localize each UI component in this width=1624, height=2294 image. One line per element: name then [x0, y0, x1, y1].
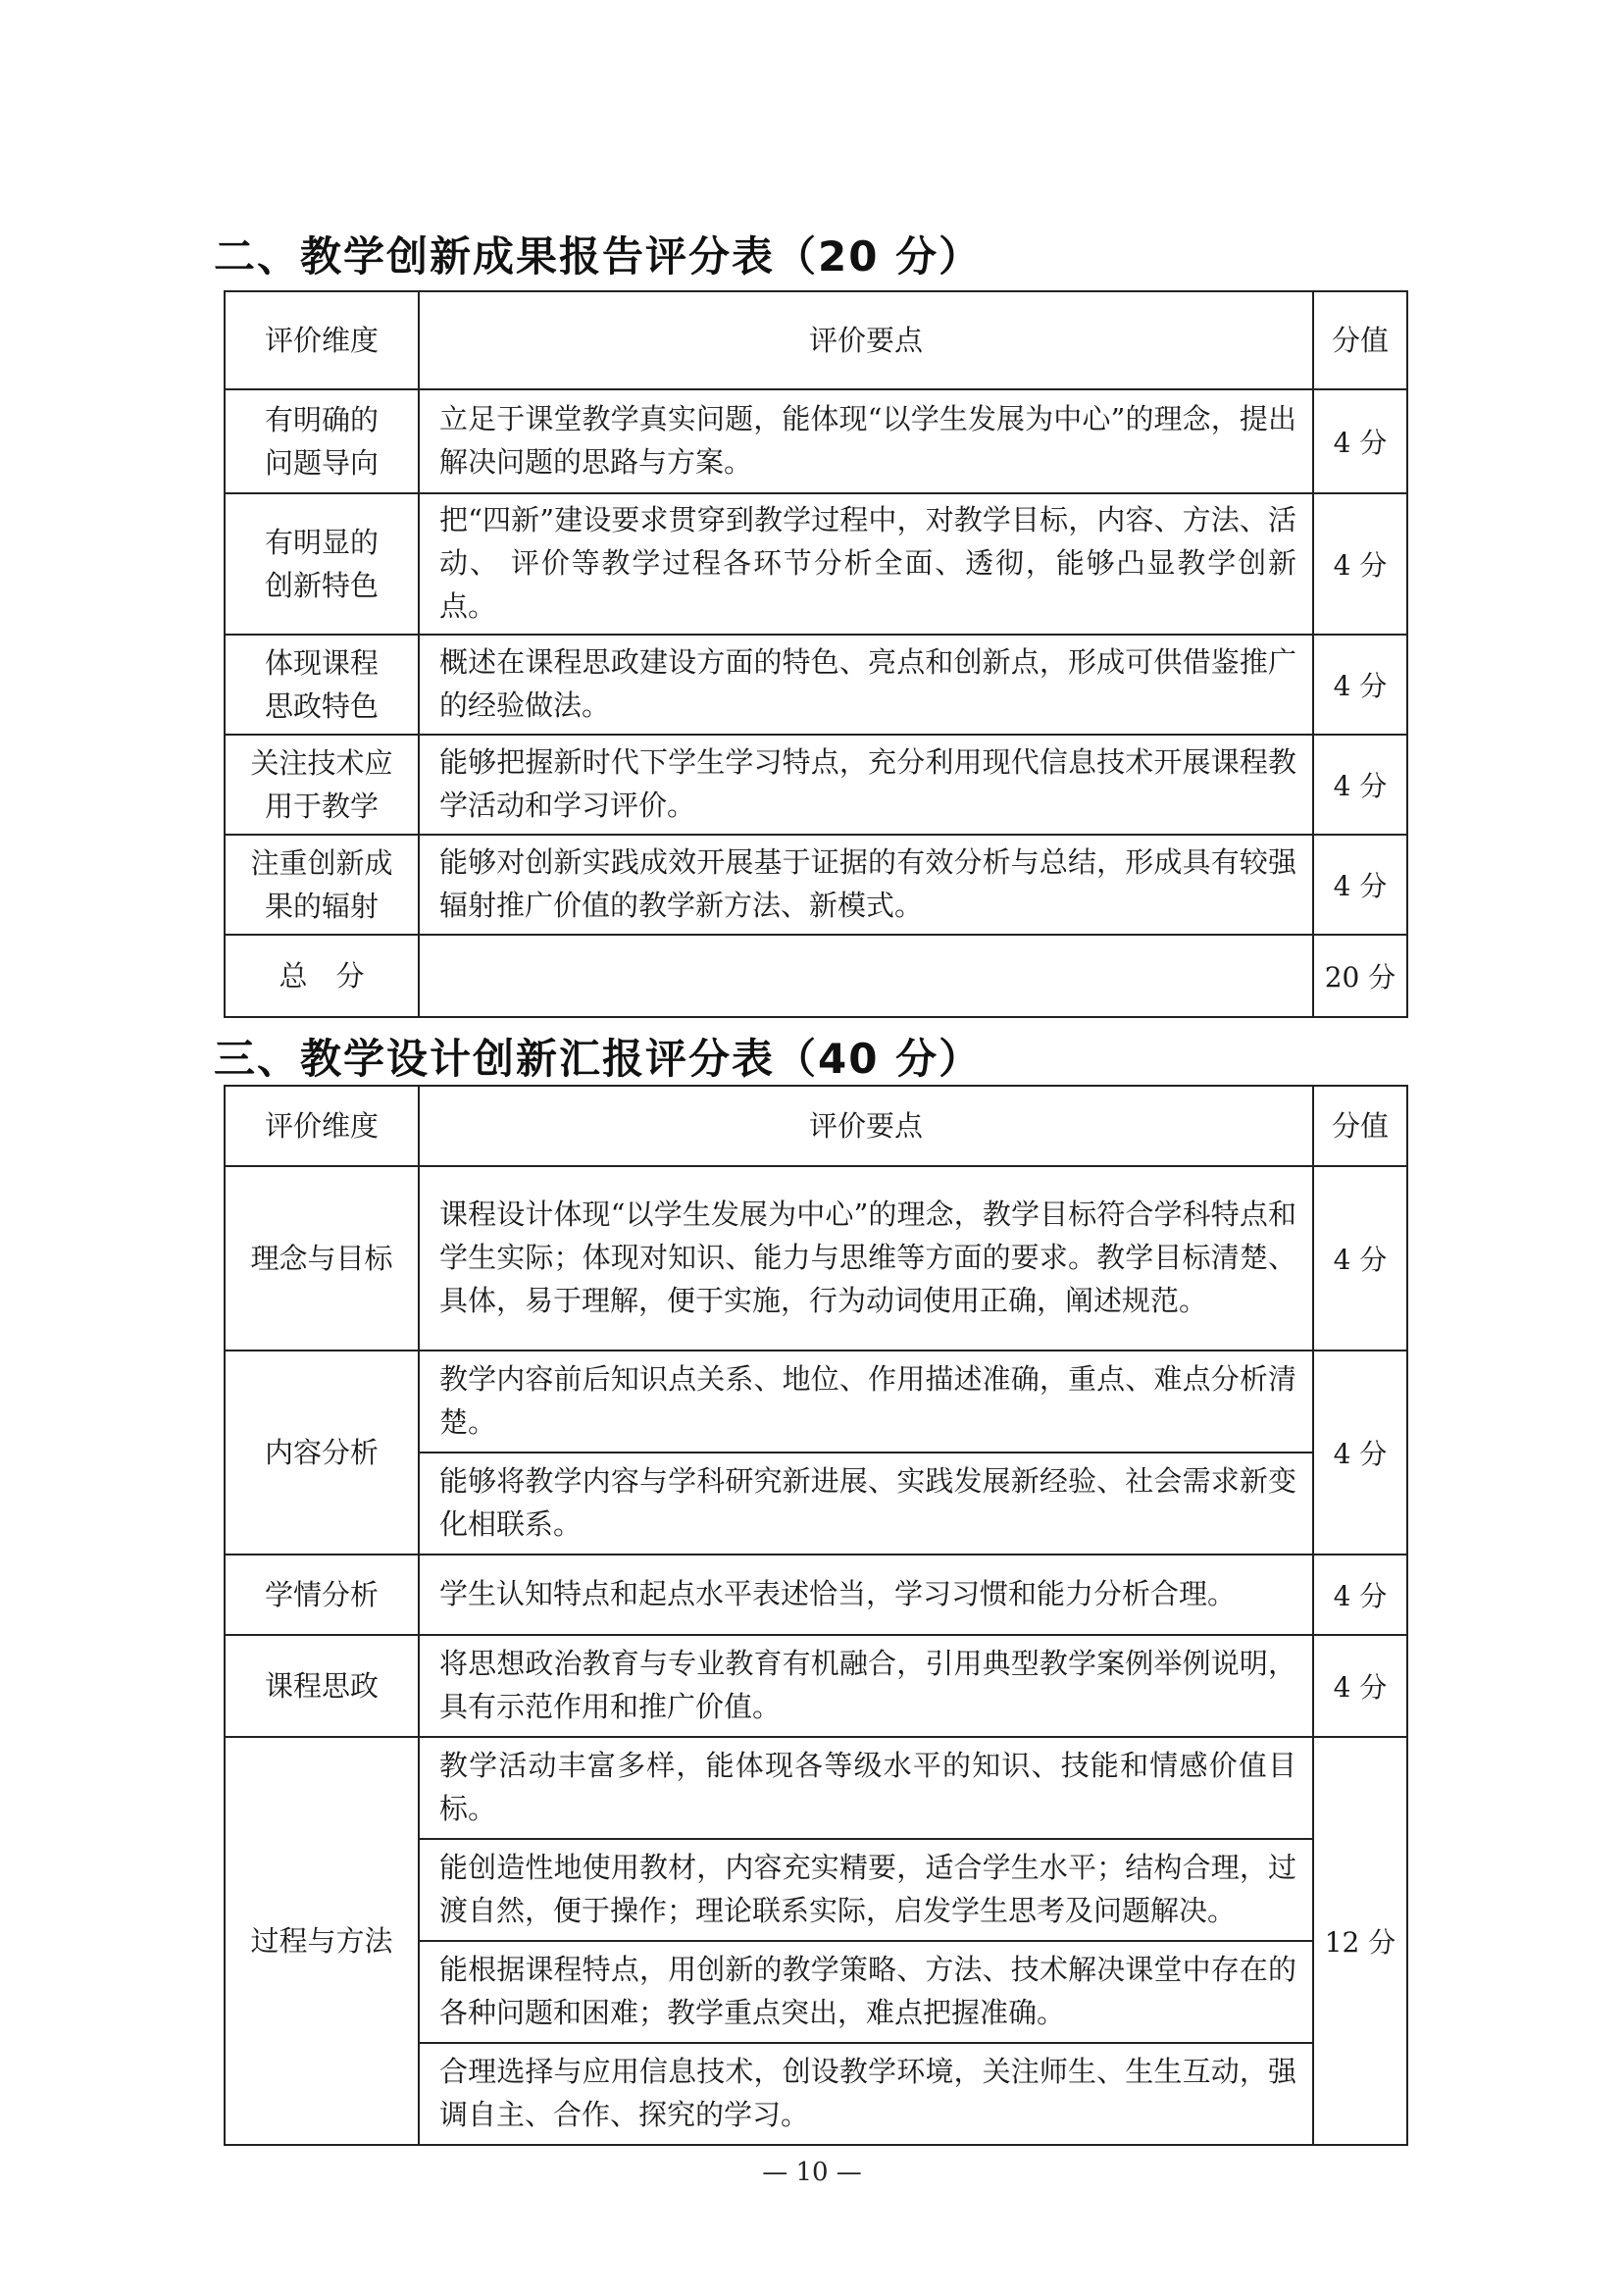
point-item: 合理选择与应用信息技术，创设教学环境，关注师生、生生互动，强调自主、合作、探究的学习。: [420, 2042, 1312, 2144]
dimension-cell: 学情分析: [225, 1555, 419, 1635]
score-cell: 12 分: [1313, 1737, 1407, 2145]
point-item: 将思想政治教育与专业教育有机融合，引用典型教学案例举例说明，具有示范作用和推广价值。: [439, 1647, 1296, 1723]
table-header-row: [225, 291, 1407, 389]
score-cell: 4 分: [1313, 635, 1407, 735]
table-row: [225, 1737, 1407, 2145]
point-item: 课程设计体现“以学生发展为中心”的理念，教学目标符合学科特点和学生实际；体现对知识、能力与思维等方面的要求。教学目标清楚、具体，易于理解，便于实施，行为动词使用正确，阐述规范。: [439, 1198, 1296, 1317]
points-cell: 把“四新”建设要求贯穿到教学过程中，对教学目标，内容、方法、活动、 评价等教学过程各环节分析全面、透彻，能够凸显教学创新点。: [419, 493, 1313, 635]
score-cell: 4 分: [1313, 835, 1407, 935]
points-cell: 能够对创新实践成效开展基于证据的有效分析与总结，形成具有较强辐射推广价值的教学新方法、新模式。: [419, 835, 1313, 935]
dimension-cell: 有明确的问题导向: [225, 389, 419, 493]
header-points: 评价要点: [419, 291, 1313, 389]
point-item: 学生认知特点和起点水平表述恰当，学习习惯和能力分析合理。: [439, 1577, 1237, 1610]
points-cell: [419, 1555, 1313, 1635]
table-row: [225, 389, 1407, 493]
table-header-row: [225, 1086, 1407, 1166]
point-item: 能根据课程特点，用创新的教学策略、方法、技术解决课堂中存在的各种问题和困难；教学重点突出，难点把握准确。: [420, 1940, 1312, 2042]
point-item: 能创造性地使用教材，内容充实精要，适合学生水平；结构合理，过渡自然，便于操作；理论联系实际，启发学生思考及问题解决。: [420, 1838, 1312, 1940]
points-cell: [419, 1351, 1313, 1555]
points-cell: 立足于课堂教学真实问题，能体现“以学生发展为中心”的理念，提出解决问题的思路与方案。: [419, 389, 1313, 493]
table-row: [225, 1166, 1407, 1351]
points-cell: 概述在课程思政建设方面的特色、亮点和创新点，形成可供借鉴推广的经验做法。: [419, 635, 1313, 735]
design-score-table: [224, 1085, 1408, 2146]
header-score: 分值: [1313, 1086, 1407, 1166]
table-row: [225, 835, 1407, 935]
total-label: 总 分: [225, 935, 419, 1017]
total-row: [225, 935, 1407, 1017]
dimension-cell: 课程思政: [225, 1635, 419, 1737]
section3-heading: 三、教学设计创新汇报评分表（40 分）: [214, 1035, 983, 1083]
total-points: [419, 935, 1313, 1017]
score-cell: 4 分: [1313, 1555, 1407, 1635]
page-number: — 10 —: [762, 2158, 862, 2187]
points-cell: [419, 1737, 1313, 2145]
table-row: [225, 1635, 1407, 1737]
dimension-cell: 内容分析: [225, 1351, 419, 1555]
score-cell: 4 分: [1313, 493, 1407, 635]
score-cell: 4 分: [1313, 1635, 1407, 1737]
score-cell: 4 分: [1313, 735, 1407, 835]
dimension-cell: 有明显的创新特色: [225, 493, 419, 635]
header-dimension: 评价维度: [225, 1086, 419, 1166]
section2-heading: 二、教学创新成果报告评分表（20 分）: [214, 232, 983, 280]
dimension-cell: 理念与目标: [225, 1166, 419, 1351]
header-points: 评价要点: [419, 1086, 1313, 1166]
point-item: 教学活动丰富多样，能体现各等级水平的知识、技能和情感价值目标。: [439, 1749, 1296, 1825]
points-cell: 能够把握新时代下学生学习特点，充分利用现代信息技术开展课程教学活动和学习评价。: [419, 735, 1313, 835]
report-score-table: [224, 290, 1408, 1018]
table-row: [225, 493, 1407, 635]
score-cell: 4 分: [1313, 1351, 1407, 1555]
score-cell: 4 分: [1313, 1166, 1407, 1351]
points-cell: [419, 1166, 1313, 1351]
header-dimension: 评价维度: [225, 291, 419, 389]
table-row: [225, 1351, 1407, 1555]
points-cell: [419, 1635, 1313, 1737]
dimension-cell: 体现课程思政特色: [225, 635, 419, 735]
dimension-cell: 关注技术应用于教学: [225, 735, 419, 835]
table-row: [225, 1555, 1407, 1635]
header-score: 分值: [1313, 291, 1407, 389]
point-item: 能够将教学内容与学科研究新进展、实践发展新经验、社会需求新变化相联系。: [420, 1452, 1312, 1554]
dimension-cell: 过程与方法: [225, 1737, 419, 2145]
dimension-cell: 注重创新成果的辐射: [225, 835, 419, 935]
score-cell: 4 分: [1313, 389, 1407, 493]
table-row: [225, 735, 1407, 835]
table-row: [225, 635, 1407, 735]
total-score: 20 分: [1313, 935, 1407, 1017]
point-item: 教学内容前后知识点关系、地位、作用描述准确，重点、难点分析清楚。: [439, 1362, 1296, 1439]
